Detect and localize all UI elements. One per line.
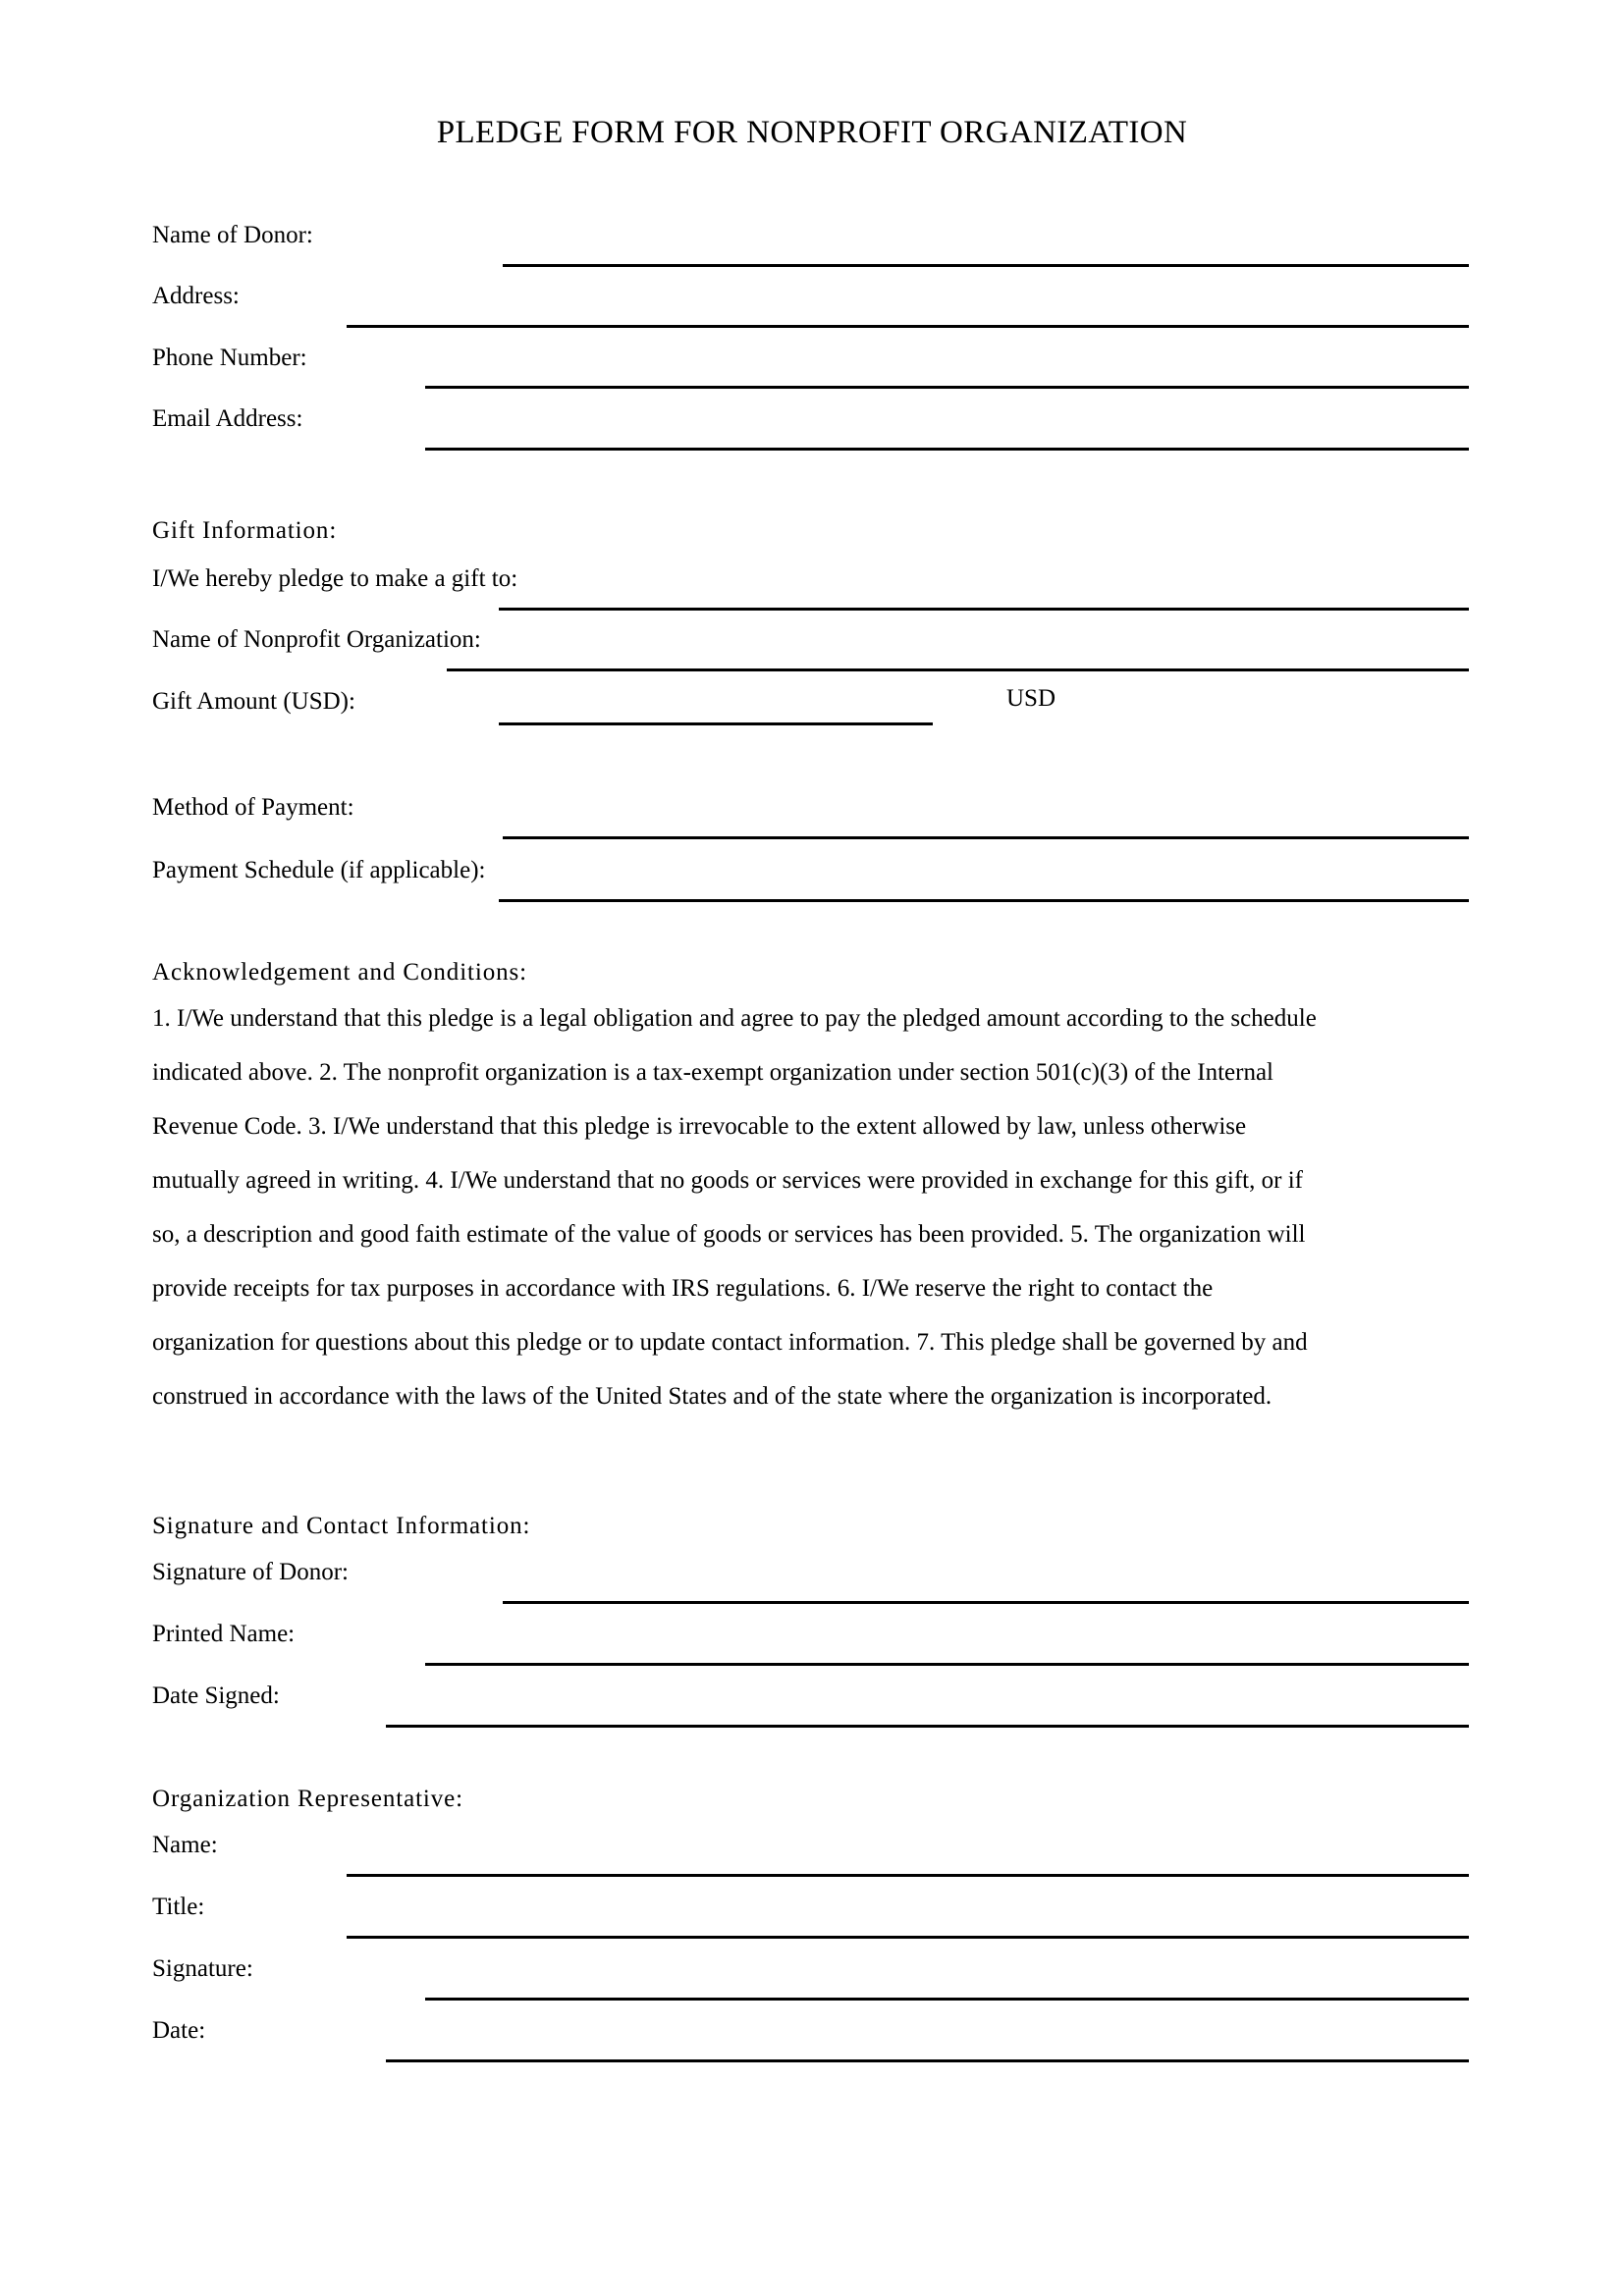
acknowledgement-line: Revenue Code. 3. I/We understand that this pledge is irrevocable to the extent allowed by law, unless otherwise bbox=[152, 1113, 1247, 1140]
field-representative-name[interactable] bbox=[347, 1874, 1469, 1877]
label-currency-usd: USD bbox=[1006, 685, 1056, 712]
heading-organization-representative: Organization Representative: bbox=[152, 1786, 463, 1812]
heading-gift-information: Gift Information: bbox=[152, 517, 338, 544]
label-pledge-to-make-gift: I/We hereby pledge to make a gift to: bbox=[152, 565, 518, 592]
field-phone-number[interactable] bbox=[425, 386, 1469, 389]
acknowledgement-body bbox=[152, 991, 1468, 1423]
label-printed-name: Printed Name: bbox=[152, 1621, 296, 1647]
field-nonprofit-organization-name[interactable] bbox=[447, 668, 1469, 671]
field-representative-title[interactable] bbox=[347, 1936, 1469, 1939]
field-gift-amount[interactable] bbox=[499, 722, 933, 725]
field-method-of-payment[interactable] bbox=[503, 836, 1469, 839]
label-representative-date: Date: bbox=[152, 2017, 206, 2044]
acknowledgement-line: indicated above. 2. The nonprofit organization is a tax-exempt organization under section 501(c)(3) of the Internal bbox=[152, 1059, 1273, 1086]
label-signature-of-donor: Signature of Donor: bbox=[152, 1559, 349, 1585]
label-email-address: Email Address: bbox=[152, 405, 303, 432]
label-phone-number: Phone Number: bbox=[152, 345, 307, 371]
heading-signature-and-contact-information: Signature and Contact Information: bbox=[152, 1513, 531, 1539]
field-date-signed[interactable] bbox=[386, 1725, 1469, 1728]
label-gift-amount: Gift Amount (USD): bbox=[152, 688, 355, 715]
label-representative-signature: Signature: bbox=[152, 1955, 253, 1982]
field-payment-schedule[interactable] bbox=[499, 899, 1469, 902]
label-name-of-donor: Name of Donor: bbox=[152, 222, 313, 248]
field-representative-signature[interactable] bbox=[425, 1998, 1469, 2001]
acknowledgement-line: mutually agreed in writing. 4. I/We understand that no goods or services were provided in exchange for this gift, or if bbox=[152, 1167, 1303, 1194]
label-method-of-payment: Method of Payment: bbox=[152, 794, 354, 821]
field-pledge-to-make-gift[interactable] bbox=[499, 608, 1469, 611]
field-address[interactable] bbox=[347, 325, 1469, 328]
label-representative-title: Title: bbox=[152, 1894, 205, 1920]
acknowledgement-line: 1. I/We understand that this pledge is a legal obligation and agree to pay the pledged amount according to the schedule bbox=[152, 1005, 1317, 1032]
acknowledgement-line: provide receipts for tax purposes in accordance with IRS regulations. 6. I/We reserve the right to contact the bbox=[152, 1275, 1214, 1302]
field-representative-date[interactable] bbox=[386, 2059, 1469, 2062]
acknowledgement-line: construed in accordance with the laws of the United States and of the state where the organization is incorporated. bbox=[152, 1383, 1272, 1410]
acknowledgement-line: organization for questions about this pledge or to update contact information. 7. This pledge shall be governed by and bbox=[152, 1329, 1308, 1356]
field-email-address[interactable] bbox=[425, 448, 1469, 451]
label-nonprofit-organization-name: Name of Nonprofit Organization: bbox=[152, 626, 481, 653]
field-signature-of-donor[interactable] bbox=[503, 1601, 1469, 1604]
label-payment-schedule: Payment Schedule (if applicable): bbox=[152, 857, 486, 883]
label-address: Address: bbox=[152, 283, 240, 309]
field-name-of-donor[interactable] bbox=[503, 264, 1469, 267]
heading-acknowledgement-and-conditions: Acknowledgement and Conditions: bbox=[152, 959, 528, 986]
label-representative-name: Name: bbox=[152, 1832, 218, 1858]
page-title: PLEDGE FORM FOR NONPROFIT ORGANIZATION bbox=[436, 115, 1188, 150]
field-printed-name[interactable] bbox=[425, 1663, 1469, 1666]
acknowledgement-line: so, a description and good faith estimate of the value of goods or services has been provided. 5. The organization will bbox=[152, 1221, 1306, 1248]
label-date-signed: Date Signed: bbox=[152, 1682, 280, 1709]
